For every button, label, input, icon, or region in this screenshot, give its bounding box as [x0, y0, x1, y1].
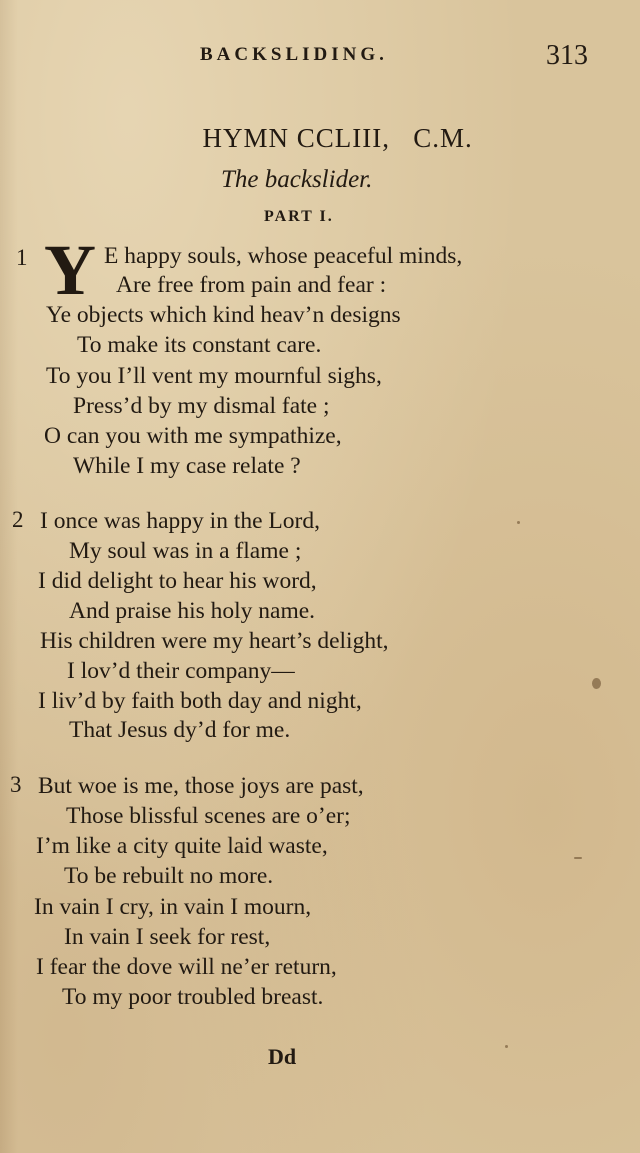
- verse-line: But woe is me, those joys are past,: [38, 773, 364, 799]
- paper-mark: [574, 857, 582, 859]
- running-head: BACKSLIDING.: [200, 44, 388, 65]
- paper-stain: [592, 678, 601, 689]
- hymn-subtitle: The backslider.: [221, 166, 373, 193]
- verse-line: Are free from pain and fear :: [116, 272, 387, 298]
- verse-line: Those blissful scenes are o’er;: [66, 803, 351, 829]
- verse-line: To my poor troubled breast.: [62, 984, 324, 1010]
- signature-mark: Dd: [268, 1044, 297, 1069]
- hymn-title: [0, 123, 640, 154]
- verse-line: O can you with me sympathize,: [44, 423, 342, 449]
- hymn-title-text: HYMN CCLIII, C.M.: [202, 123, 473, 153]
- verse-line: That Jesus dy’d for me.: [69, 717, 291, 743]
- verse-number: 3: [10, 772, 22, 797]
- verse-line: My soul was in a flame ;: [69, 538, 302, 564]
- part-label: PART I.: [264, 208, 334, 225]
- verse-line: While I my case relate ?: [73, 453, 301, 479]
- verse-line: I lov’d their company—: [67, 658, 295, 684]
- verse-line: E happy souls, whose peaceful minds,: [104, 243, 463, 269]
- verse-line: I fear the dove will ne’er return,: [36, 954, 337, 980]
- verse-line: To be rebuilt no more.: [64, 863, 274, 889]
- paper-speck: [517, 521, 520, 524]
- verse-line: Ye objects which kind heav’n designs: [46, 302, 401, 328]
- verse-number: 1: [16, 245, 28, 270]
- verse-line: Press’d by my dismal fate ;: [73, 393, 330, 419]
- verse-line: To you I’ll vent my mournful sighs,: [46, 363, 382, 389]
- verse-line: I did delight to hear his word,: [38, 568, 317, 594]
- paper-speck: [505, 1045, 508, 1048]
- verse-line: His children were my heart’s delight,: [40, 628, 389, 654]
- verse-line: In vain I cry, in vain I mourn,: [34, 894, 312, 920]
- verse-number: 2: [12, 507, 24, 532]
- verse-line: I liv’d by faith both day and night,: [38, 688, 362, 714]
- verse-line: To make its constant care.: [77, 332, 322, 358]
- verse-line: I’m like a city quite laid waste,: [36, 833, 328, 859]
- drop-cap: Y: [44, 230, 96, 310]
- verse-line: And praise his holy name.: [69, 598, 316, 624]
- verse-line: In vain I seek for rest,: [64, 924, 271, 950]
- page-number: 313: [546, 40, 588, 71]
- verse-line: I once was happy in the Lord,: [40, 508, 320, 534]
